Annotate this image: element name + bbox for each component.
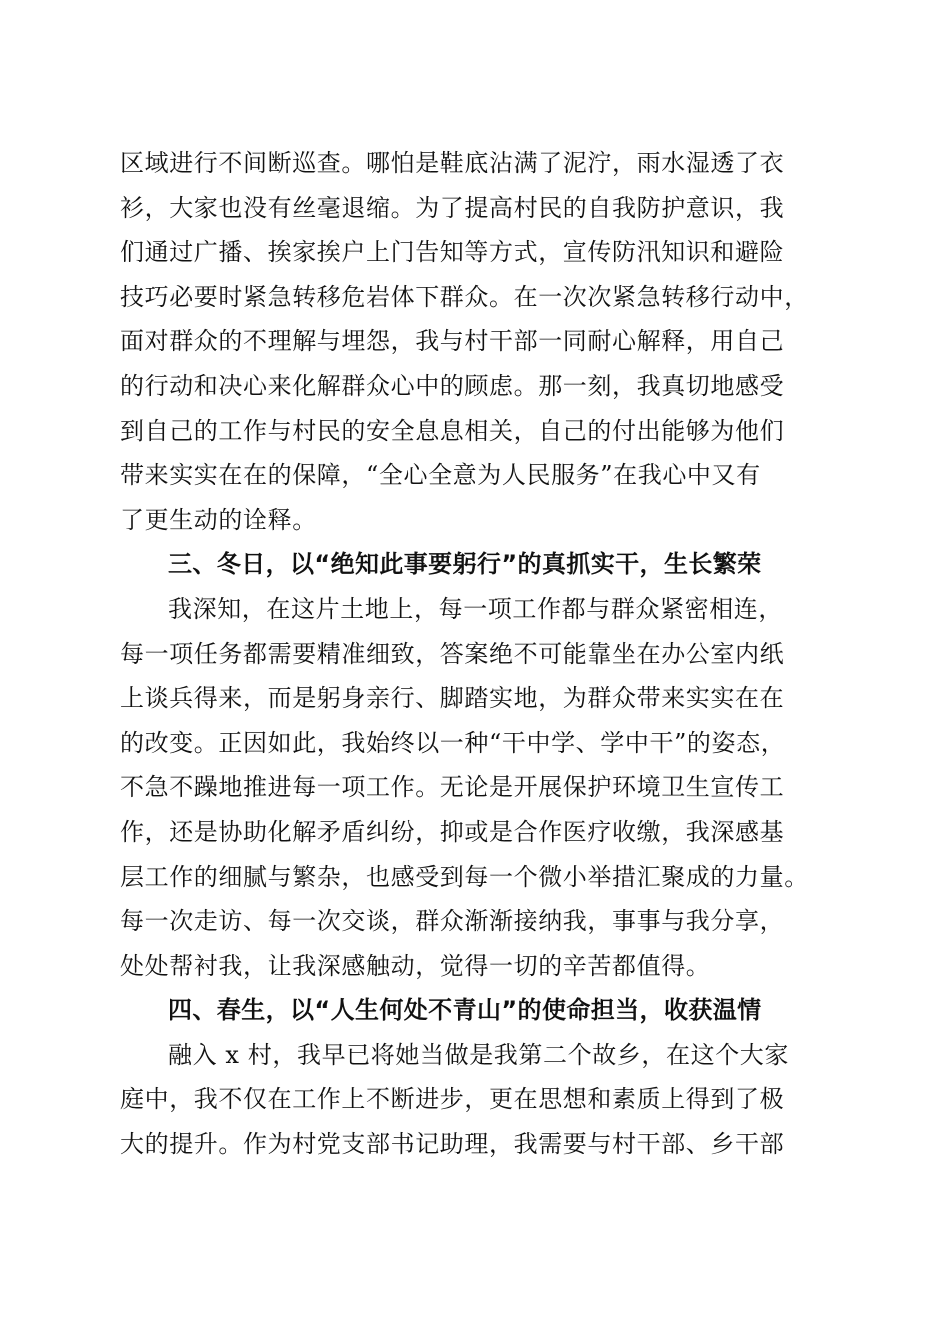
body-line: 上谈兵得来，而是躬身亲行、脚踏实地，为群众带来实实在在 [120, 684, 785, 713]
body-line: 们通过广播、挨家挨户上门告知等方式，宣传防汛知识和避险 [120, 238, 785, 267]
body-line: 每一次走访、每一次交谈，群众渐渐接纳我，事事与我分享， [120, 907, 785, 936]
body-line: 到自己的工作与村民的安全息息相关，自己的付出能够为他们 [120, 416, 785, 445]
paragraph-start-line: 我深知，在这片土地上，每一项工作都与群众紧密相连， [168, 594, 783, 623]
section-heading-winter: 三、冬日，以“绝知此事要躬行”的真抓实干，生长繁荣 [168, 550, 762, 579]
body-line: 作，还是协助化解矛盾纠纷，抑或是合作医疗收缴，我深感基 [120, 817, 785, 846]
paragraph-start-line: 融入 x 村，我早已将她当做是我第二个故乡，在这个大家 [168, 1040, 789, 1069]
body-line: 每一项任务都需要精准细致，答案绝不可能靠坐在办公室内纸 [120, 639, 785, 668]
body-line: 的改变。正因如此，我始终以一种“干中学、学中干”的姿态， [120, 728, 786, 757]
document-body [120, 141, 832, 1167]
body-line: 了更生动的诠释。 [120, 505, 317, 534]
body-line: 的行动和决心来化解群众心中的顾虑。那一刻，我真切地感受 [120, 371, 785, 400]
body-line: 不急不躁地推进每一项工作。无论是开展保护环境卫生宣传工 [120, 773, 785, 802]
body-line: 区域进行不间断巡查。哪怕是鞋底沾满了泥泞，雨水湿透了衣 [120, 149, 785, 177]
body-line: 层工作的细腻与繁杂，也感受到每一个微小举措汇聚成的力量。 [120, 862, 809, 891]
body-line: 大的提升。作为村党支部书记助理，我需要与村干部、乡干部 [120, 1130, 785, 1159]
body-line: 庭中，我不仅在工作上不断进步，更在思想和素质上得到了极 [120, 1085, 785, 1114]
body-line: 带来实实在在的保障，“全心全意为人民服务”在我心中又有 [120, 461, 761, 490]
body-line: 技巧必要时紧急转移危岩体下群众。在一次次紧急转移行动中， [120, 282, 809, 311]
section-heading-spring: 四、春生，以“人生何处不青山”的使命担当，收获温情 [168, 996, 762, 1025]
body-line: 衫，大家也没有丝毫退缩。为了提高村民的自我防护意识，我 [120, 193, 785, 222]
body-line: 处处帮衬我，让我深感触动，觉得一切的辛苦都值得。 [120, 951, 711, 980]
body-line: 面对群众的不理解与埋怨，我与村干部一同耐心解释，用自己 [120, 327, 785, 356]
